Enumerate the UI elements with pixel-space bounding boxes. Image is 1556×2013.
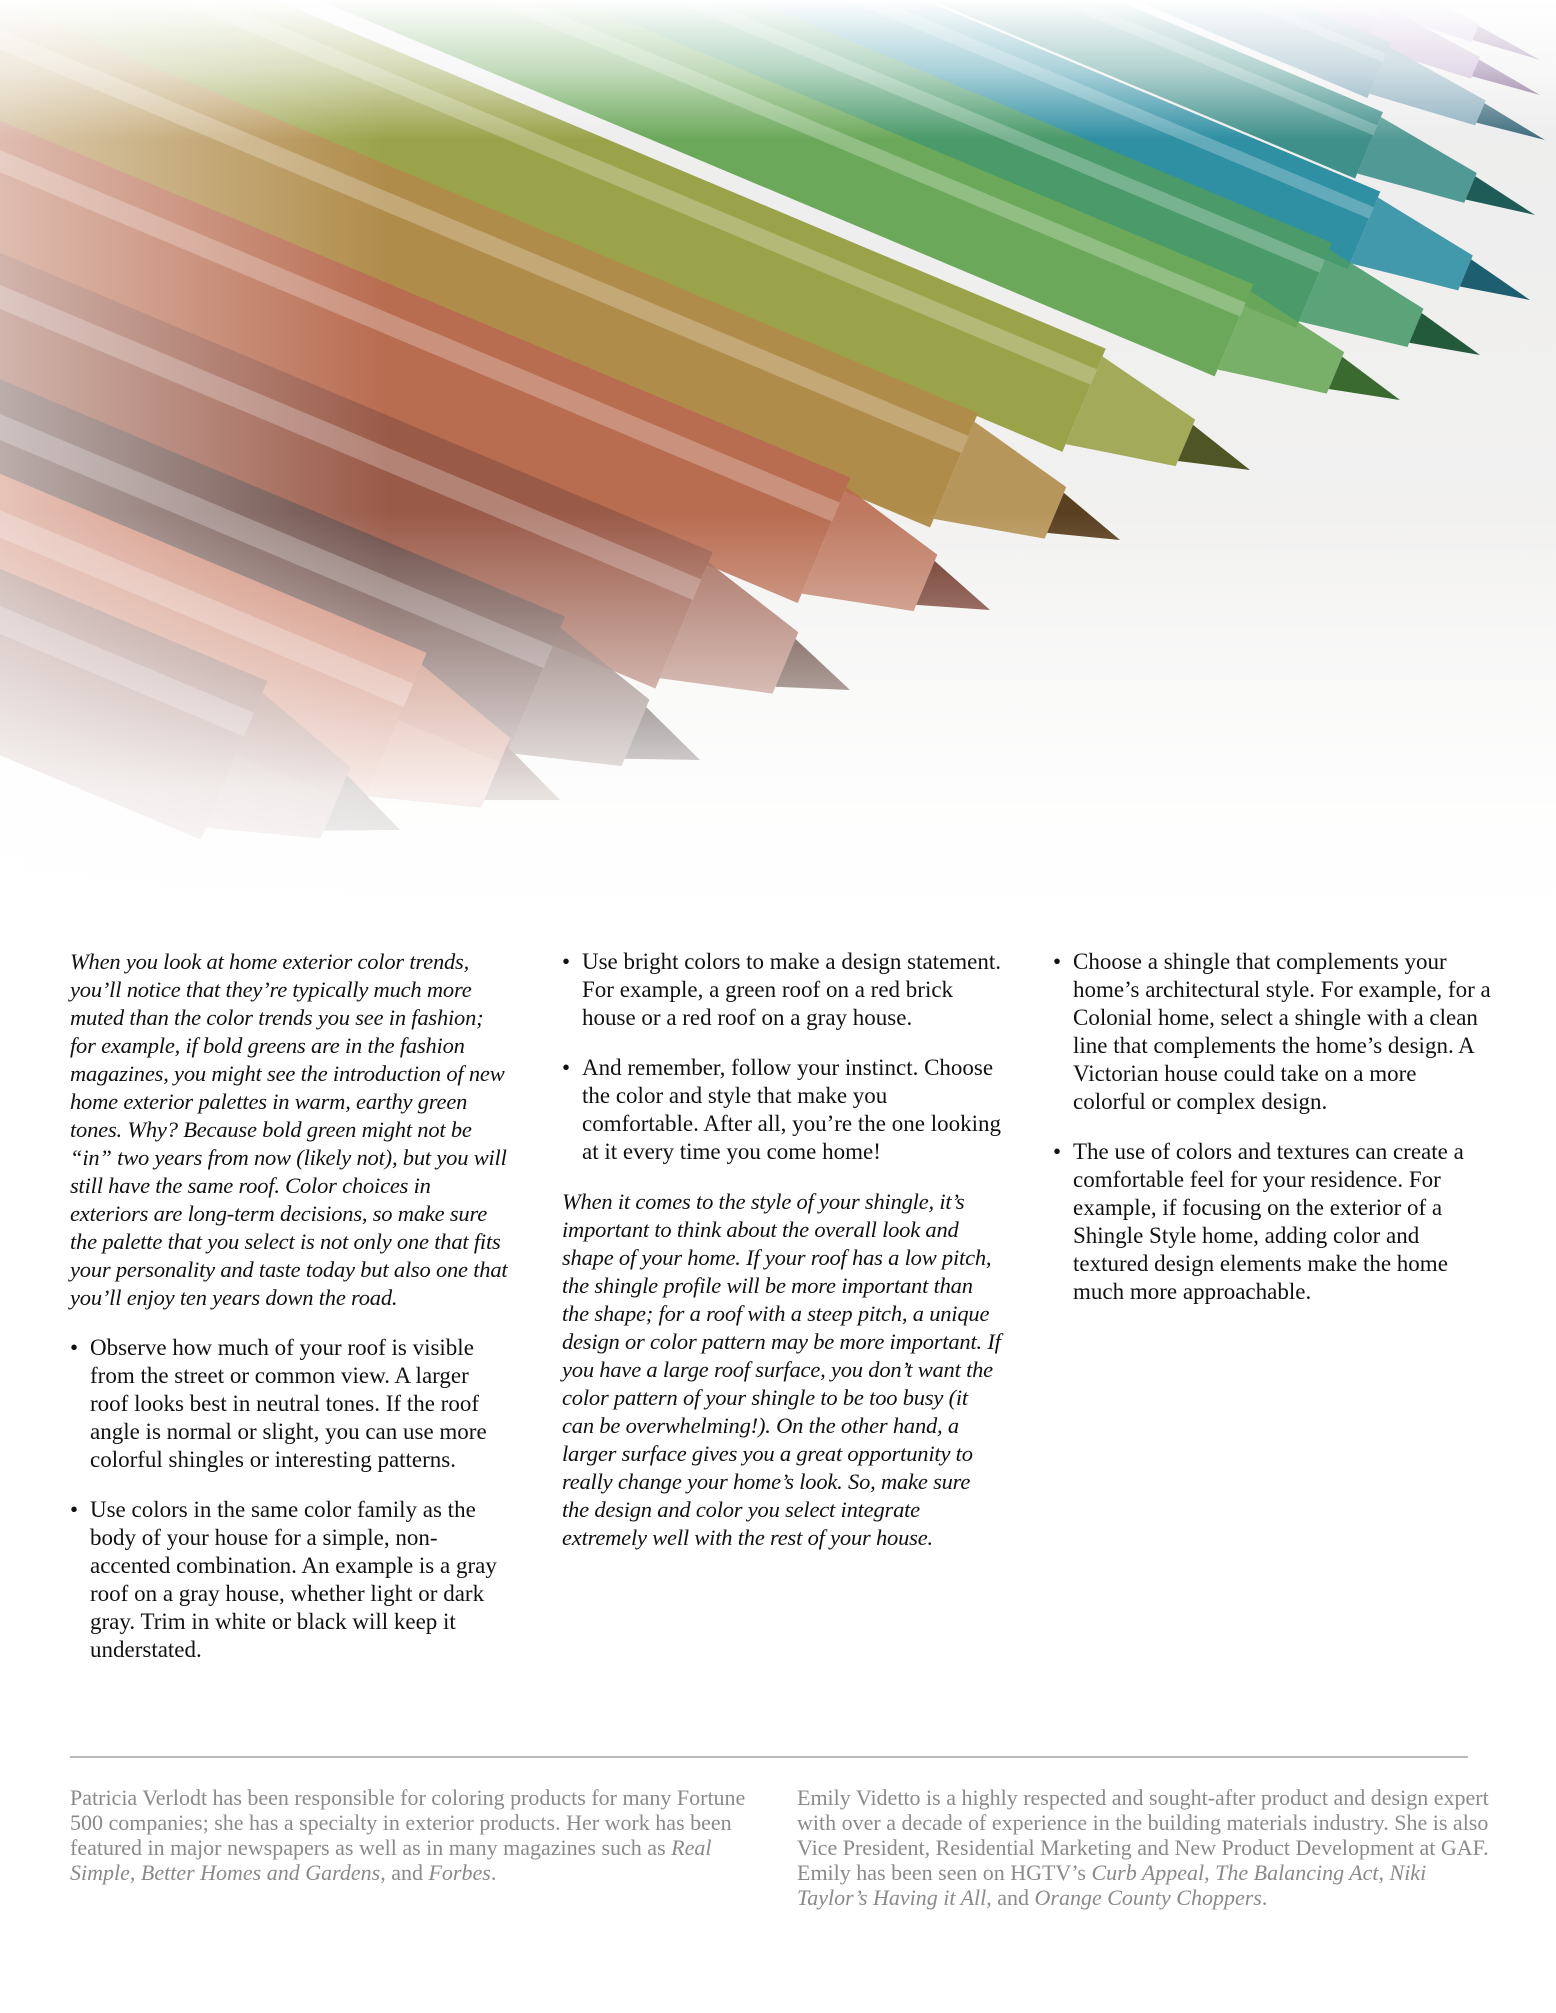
list-item: • Use colors in the same color family as the body of your house for a simple, non-accented combination. An example is a gray roof on a gray house, whether light or dark gray. Trim in white or black will keep it understated. (70, 1497, 497, 1662)
list-item: • Observe how much of your roof is visible from the street or common view. A larger roof looks best in neutral tones. If the roof angle is normal or slight, you can use more colorful shingles or interesting patterns. (70, 1335, 487, 1472)
list-item: • Use bright colors to make a design statement. For example, a green roof on a red brick house or a red roof on a gray house. (562, 949, 1002, 1030)
author-bio-patricia: Patricia Verlodt has been responsible for coloring products for many Fortune 500 companies; she has a specialty in exterior products. Her work has been featured in major newspapers as well as in many magazines such as Real Simple, Better Homes and Gardens, and Forbes. (70, 1785, 746, 1885)
list-item: • Choose a shingle that complements your home’s architectural style. For example, for a Colonial home, select a shingle with a clean line that complements the home’s design. A Victorian house could take on a more colorful or complex design. (1053, 949, 1491, 1114)
show-title: Curb Appeal (1091, 1860, 1205, 1885)
author-bio-emily: Emily Videtto is a highly respected and sought-after product and design expert with over a decade of experience in the building materials industry. She is also Vice President, Residential Marketing and New Product Development at GAF. Emily has been seen on HGTV’s Curb Appeal, The Balancing Act, Niki Taylor’s Having it All, and Orange County Choppers. (797, 1785, 1489, 1910)
tips-list-3 (1053, 948, 1493, 1306)
bullet-icon: • (70, 1497, 79, 1522)
footer-divider (70, 1756, 1468, 1758)
bullet-icon: • (70, 1335, 79, 1360)
tips-list-1 (70, 1334, 510, 1664)
bullet-icon: • (562, 1055, 571, 1080)
show-title: Niki Taylor’s Having it All (797, 1860, 1427, 1910)
column-2 (562, 948, 1002, 1574)
shingle-style-paragraph: When it comes to the style of your shingle, it’s important to think about the overall look and shape of your home. If your roof has a low pitch, the shingle profile will be more important than the shape; for a roof with a steep pitch, a unique design or color pattern may be more important. If you have a large roof surface, you don’t want the color pattern of your shingle to be too busy (it can be overwhelming!). On the other hand, a larger surface gives you a great opportunity to really change your home’s look. So, make sure the design and color you select integrate extremely well with the rest of your house. (562, 1189, 1001, 1550)
hero-markers-photo (0, 0, 1556, 930)
list-item: • And remember, follow your instinct. Choose the color and style that make you comfortable. After all, you’re the one looking at it every time you come home! (562, 1055, 1001, 1164)
magazine-title: Better Homes and Gardens (140, 1860, 381, 1885)
bullet-icon: • (562, 949, 571, 974)
show-title: Orange County Choppers (1034, 1885, 1262, 1910)
bullet-icon: • (1053, 1139, 1062, 1164)
column-3 (1053, 948, 1493, 1328)
list-item: • The use of colors and textures can create a comfortable feel for your residence. For example, if focusing on the exterior of a Shingle Style home, adding color and textured design elements make the home much more approachable. (1053, 1139, 1464, 1304)
column-1 (70, 948, 510, 1686)
intro-paragraph: When you look at home exterior color trends, you’ll notice that they’re typically much more muted than the color trends you see in fashion; for example, if bold greens are in the fashion magazines, you might see the introduction of new home exterior palettes in warm, earthy green tones. Why? Because bold green might not be “in” two years from now (likely not), but you will still have the same roof. Color choices in exteriors are long-term decisions, so make sure the palette that you select is not only one that fits your personality and taste today but also one that you’ll enjoy ten years down the road. (70, 949, 508, 1310)
bullet-icon: • (1053, 949, 1062, 974)
tips-list-2 (562, 948, 1002, 1166)
magazine-title: Forbes (428, 1860, 491, 1885)
magazine-title: Real Simple (70, 1835, 712, 1885)
show-title: The Balancing Act (1215, 1860, 1379, 1885)
